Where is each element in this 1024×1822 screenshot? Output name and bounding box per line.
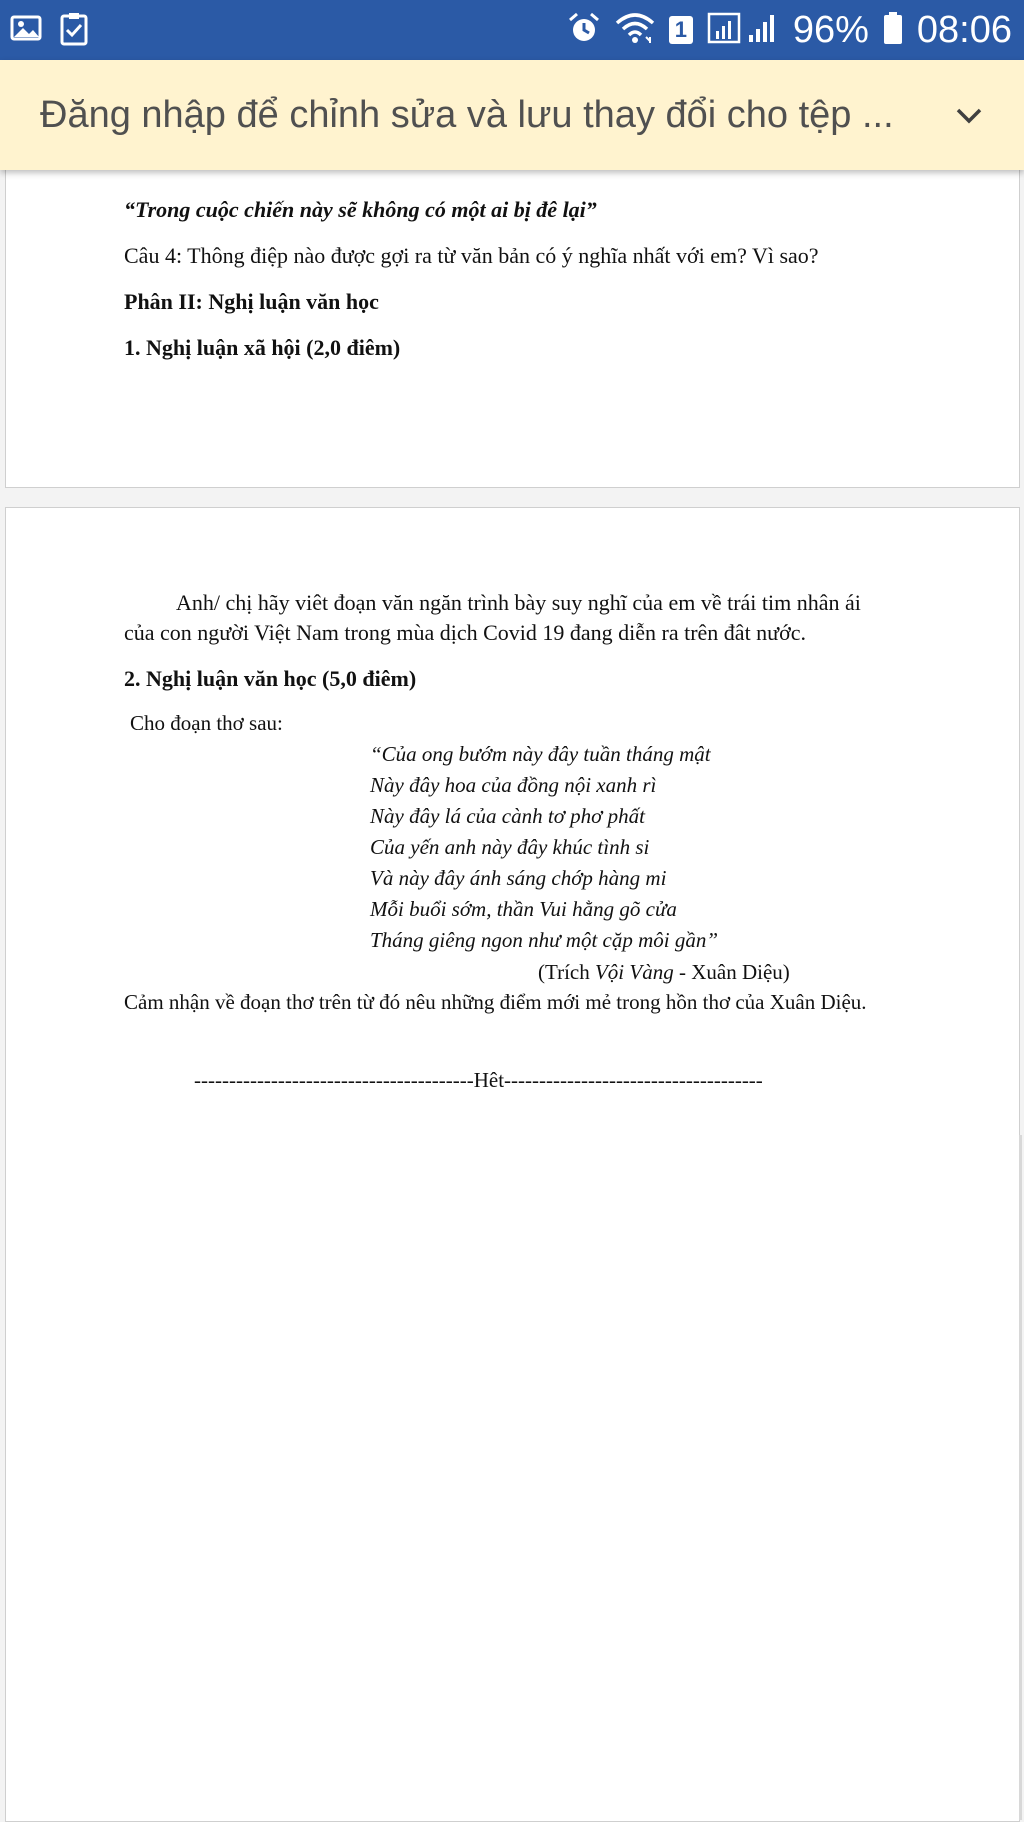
gallery-icon [10, 12, 42, 51]
poem-line: Của yến anh này đây khúc tình si [370, 835, 650, 859]
essay-prompt-line-1: Anh/ chị hãy viêt đoạn văn ngăn trình bày suy nghĩ của em về trái tim nhân ái [176, 590, 861, 615]
poem-intro: Cho đoạn thơ sau: [130, 711, 283, 735]
quote-line: “Trong cuộc chiến này sẽ không có một ai bị đê lại” [124, 197, 597, 222]
clock: 08:06 [916, 9, 1012, 51]
citation [538, 960, 790, 985]
checklist-icon [60, 12, 88, 51]
end-marker: ----------------------------------------Hêt------------------------------------- [194, 1068, 763, 1092]
status-bar [0, 0, 1024, 60]
sign-in-banner-text: Đăng nhập để chỉnh sửa và lưu thay đổi cho tệp ... [40, 94, 894, 136]
question-4: Câu 4: Thông điệp nào được gợi ra từ văn bản có ý nghĩa nhất với em? Vì sao? [124, 243, 819, 268]
document-page-2 [5, 507, 1020, 1822]
part-2-heading: Phân II: Nghị luận văn học [124, 289, 379, 314]
poem-line: Mỗi buổi sớm, thần Vui hằng gõ cửa [370, 897, 677, 921]
alarm-icon [567, 11, 601, 50]
battery-percent: 96% [792, 9, 869, 51]
section-1-heading: 1. Nghị luận xã hội (2,0 điêm) [124, 335, 401, 360]
citation-suffix: - Xuân Diệu) [673, 960, 790, 984]
chevron-down-icon[interactable] [952, 98, 986, 137]
analysis-task: Cảm nhận về đoạn thơ trên từ đó nêu những điểm mới mẻ trong hồn thơ của Xuân Diệu. [124, 990, 867, 1014]
section-2-heading: 2. Nghị luận văn học (5,0 điêm) [124, 666, 417, 691]
poem-line: Và này đây ánh sáng chớp hàng mi [370, 866, 667, 890]
poem-line: Tháng giêng ngon như một cặp môi gần” [370, 928, 719, 952]
essay-prompt-line-2: của con người Việt Nam trong mùa dịch Covid 19 đang diễn ra trên đât nước. [124, 620, 806, 645]
sim-icon: 1 [669, 16, 693, 44]
wifi-icon [615, 11, 655, 50]
document-page-1 [5, 150, 1020, 488]
poem-line: “Của ong bướm này đây tuần tháng mật [370, 742, 711, 766]
signal-icon [707, 11, 779, 50]
battery-icon [883, 11, 903, 50]
citation-title: Vội Vàng [594, 960, 674, 984]
scrollbar[interactable] [1019, 1135, 1022, 1820]
poem-line: Này đây lá của cành tơ phơ phất [370, 804, 645, 828]
citation-prefix: (Trích [538, 960, 595, 984]
sign-in-banner[interactable] [0, 60, 1024, 170]
poem-line: Này đây hoa của đồng nội xanh rì [370, 773, 657, 797]
